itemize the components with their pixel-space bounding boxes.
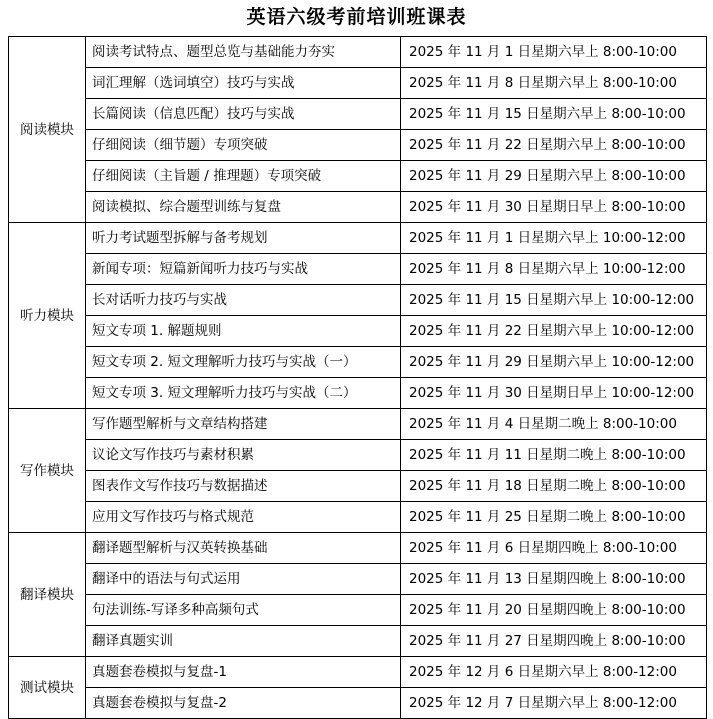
table-row	[9, 626, 707, 657]
course-time: 2025 年 11 月 29 日星期六早上 10:00-12:00	[401, 347, 707, 378]
course-time: 2025 年 11 月 1 日星期六早上 8:00-10:00	[401, 37, 707, 68]
course-time: 2025 年 11 月 15 日星期六早上 8:00-10:00	[401, 99, 707, 130]
table-row	[9, 657, 707, 688]
course-topic: 听力考试题型拆解与备考规划	[86, 223, 401, 254]
table-row	[9, 254, 707, 285]
course-topic: 新闻专项：短篇新闻听力技巧与实战	[86, 254, 401, 285]
course-time: 2025 年 11 月 11 日星期二晚上 8:00-10:00	[401, 440, 707, 471]
table-row	[9, 440, 707, 471]
course-time: 2025 年 11 月 15 日星期六早上 10:00-12:00	[401, 285, 707, 316]
table-row	[9, 37, 707, 68]
course-time: 2025 年 11 月 25 日星期二晚上 8:00-10:00	[401, 502, 707, 533]
table-row	[9, 564, 707, 595]
course-time: 2025 年 11 月 20 日星期四晚上 8:00-10:00	[401, 595, 707, 626]
course-topic: 长篇阅读（信息匹配）技巧与实战	[86, 99, 401, 130]
table-row	[9, 223, 707, 254]
module-name: 阅读模块	[9, 37, 86, 223]
course-time: 2025 年 11 月 8 日星期六早上 8:00-10:00	[401, 68, 707, 99]
course-time: 2025 年 11 月 30 日星期日早上 10:00-12:00	[401, 378, 707, 409]
table-row	[9, 161, 707, 192]
course-time: 2025 年 11 月 22 日星期六早上 8:00-10:00	[401, 130, 707, 161]
table-row	[9, 192, 707, 223]
course-topic: 应用文写作技巧与格式规范	[86, 502, 401, 533]
course-topic: 短文专项 3. 短文理解听力技巧与实战（二）	[86, 378, 401, 409]
course-topic: 翻译题型解析与汉英转换基础	[86, 533, 401, 564]
course-topic: 图表作文写作技巧与数据描述	[86, 471, 401, 502]
table-row	[9, 471, 707, 502]
schedule-table	[8, 36, 707, 719]
module-name: 测试模块	[9, 657, 86, 719]
course-time: 2025 年 11 月 6 日星期四晚上 8:00-10:00	[401, 533, 707, 564]
course-time: 2025 年 12 月 6 日星期六早上 8:00-12:00	[401, 657, 707, 688]
course-topic: 句法训练-写译多种高频句式	[86, 595, 401, 626]
table-row	[9, 378, 707, 409]
table-row	[9, 688, 707, 719]
course-topic: 阅读考试特点、题型总览与基础能力夯实	[86, 37, 401, 68]
course-topic: 长对话听力技巧与实战	[86, 285, 401, 316]
course-time: 2025 年 11 月 13 日星期四晚上 8:00-10:00	[401, 564, 707, 595]
table-row	[9, 347, 707, 378]
course-time: 2025 年 11 月 8 日星期六早上 10:00-12:00	[401, 254, 707, 285]
schedule-body	[9, 37, 707, 719]
course-topic: 仔细阅读（细节题）专项突破	[86, 130, 401, 161]
course-topic: 仔细阅读（主旨题 / 推理题）专项突破	[86, 161, 401, 192]
table-row	[9, 409, 707, 440]
course-time: 2025 年 11 月 30 日星期日早上 8:00-10:00	[401, 192, 707, 223]
module-name: 听力模块	[9, 223, 86, 409]
course-topic: 阅读模拟、综合题型训练与复盘	[86, 192, 401, 223]
page-title: 英语六级考前培训班课表	[246, 6, 467, 28]
course-topic: 真题套卷模拟与复盘-1	[86, 657, 401, 688]
table-row	[9, 99, 707, 130]
table-row	[9, 130, 707, 161]
module-name: 翻译模块	[9, 533, 86, 657]
table-row	[9, 68, 707, 99]
course-topic: 翻译中的语法与句式运用	[86, 564, 401, 595]
course-time: 2025 年 11 月 22 日星期六早上 10:00-12:00	[401, 316, 707, 347]
course-time: 2025 年 11 月 27 日星期四晚上 8:00-10:00	[401, 626, 707, 657]
course-topic: 议论文写作技巧与素材积累	[86, 440, 401, 471]
course-time: 2025 年 11 月 29 日星期六早上 8:00-10:00	[401, 161, 707, 192]
table-row	[9, 285, 707, 316]
table-row	[9, 316, 707, 347]
module-name: 写作模块	[9, 409, 86, 533]
course-topic: 翻译真题实训	[86, 626, 401, 657]
table-row	[9, 502, 707, 533]
course-topic: 真题套卷模拟与复盘-2	[86, 688, 401, 719]
course-time: 2025 年 11 月 18 日星期二晚上 8:00-10:00	[401, 471, 707, 502]
course-time: 2025 年 11 月 4 日星期二晚上 8:00-10:00	[401, 409, 707, 440]
course-time: 2025 年 11 月 1 日星期六早上 10:00-12:00	[401, 223, 707, 254]
course-topic: 短文专项 2. 短文理解听力技巧与实战（一）	[86, 347, 401, 378]
course-topic: 词汇理解（选词填空）技巧与实战	[86, 68, 401, 99]
course-time: 2025 年 12 月 7 日星期六早上 8:00-12:00	[401, 688, 707, 719]
course-topic: 短文专项 1. 解题规则	[86, 316, 401, 347]
table-row	[9, 595, 707, 626]
table-row	[9, 533, 707, 564]
course-topic: 写作题型解析与文章结构搭建	[86, 409, 401, 440]
